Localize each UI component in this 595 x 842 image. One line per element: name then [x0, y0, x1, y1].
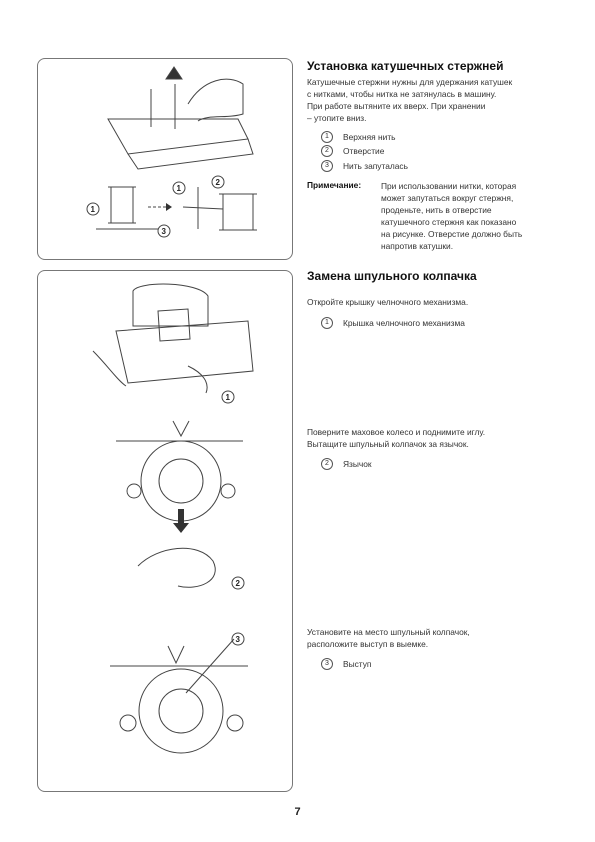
note-label: Примечание: [307, 180, 362, 190]
step2-text: Поверните маховое колесо и поднимите иглу. Вытащите шпульный колпачок за язычок. [307, 427, 486, 449]
step1-text: Откройте крышку челночного механизма. [307, 297, 469, 307]
page-number: 7 [294, 806, 301, 818]
note-text: При использовании нитки, которая может запутаться вокруг стержня, проденьте, нить в отверстие катушечного стержня как показано на рисунке. Отверстие должно быть напротив катушки. [381, 181, 523, 251]
list-item: 2 Отверстие [321, 145, 384, 157]
callout-1-top: 1 [90, 205, 95, 214]
section-title-spool-pins: Установка катушечных стержней [307, 59, 504, 73]
list-item: 3 Нить запуталась [321, 160, 408, 172]
section-title-bobbin-case: Замена шпульного колпачка [307, 269, 477, 283]
bobbin-case-drawing [38, 271, 292, 791]
callout-1-panel2: 1 [225, 393, 230, 402]
callout-2-panel2: 2 [235, 579, 240, 588]
spool-pin-illustration-panel [37, 58, 293, 260]
step3-text: Установите на место шпульный колпачок, расположите выступ в выемке. [307, 627, 470, 649]
section-body-spool-pins: Катушечные стержни нужны для удержания катушек с нитками, чтобы нитка не затянулась в машину. При работе вытяните их вверх. При хранении – утопите вниз. [307, 77, 513, 123]
spool-pin-drawing [38, 59, 292, 259]
callout-3-top: 3 [161, 227, 166, 236]
callout-3-panel2: 3 [235, 635, 240, 644]
list-item: 1 Верхняя нить [321, 131, 396, 143]
callout-2-top: 2 [215, 178, 220, 187]
step1-item: 1 Крышка челночного механизма [321, 317, 465, 329]
step3-item: 3 Выступ [321, 658, 371, 670]
step2-item: 2 Язычок [321, 458, 372, 470]
callout-1-right: 1 [176, 184, 181, 193]
bobbin-case-illustration-panel [37, 270, 293, 792]
